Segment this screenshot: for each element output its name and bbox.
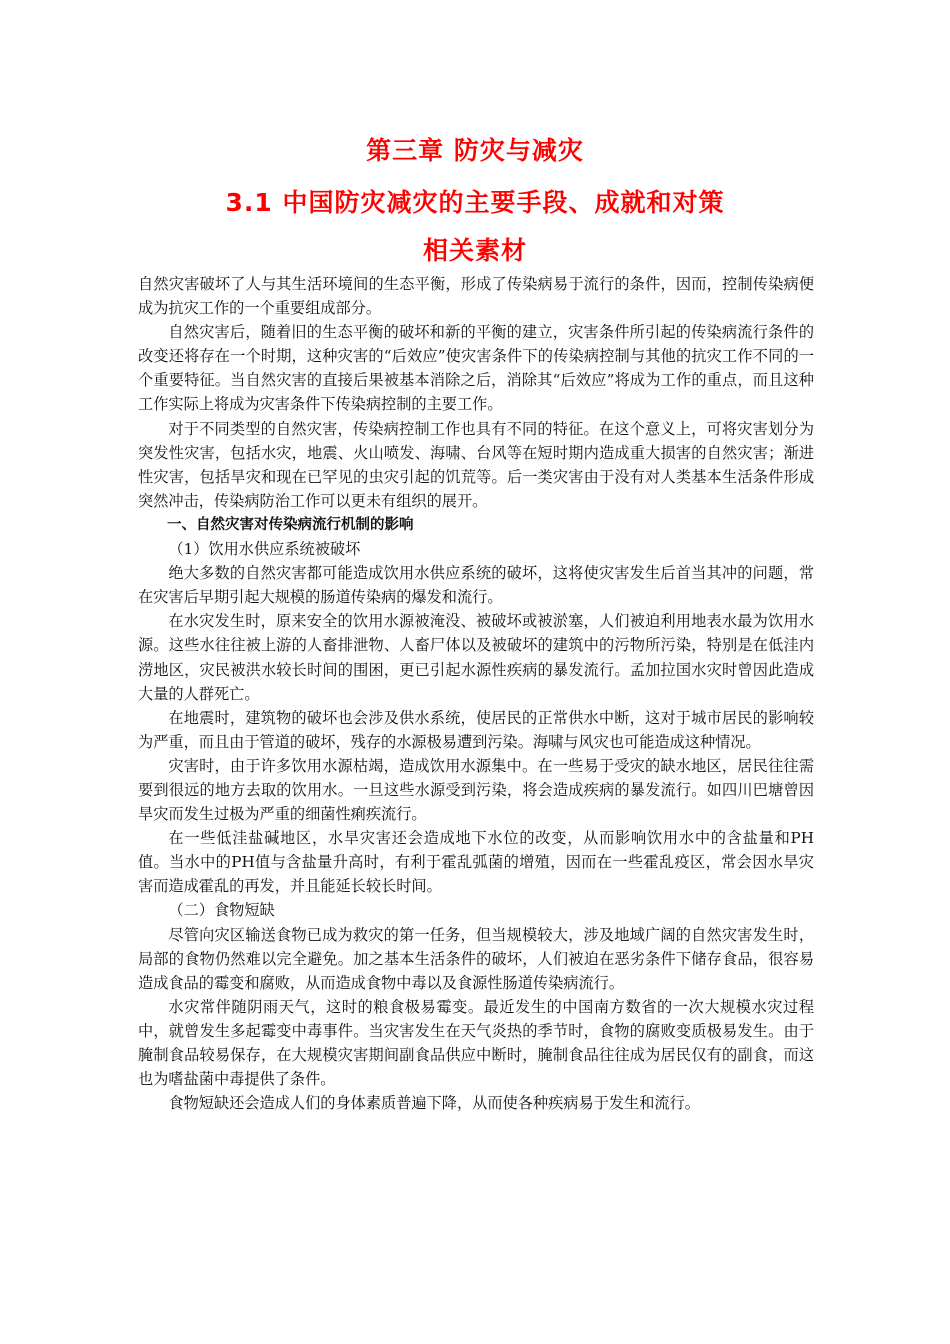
paragraph: 水灾常伴随阴雨天气，这时的粮食极易霉变。最近发生的中国南方数省的一次大规模水灾过程中，就曾发生多起霉变中毒事件。当灾害发生在天气炎热的季节时，食物的腐败变质极易发生。由于腌制食品较易保存，在大规模灾害期间副食品供应中断时，腌制食品往往成为居民仅有的副食，而这也为嗜盐菌中毒提供了条件。 <box>138 997 814 1089</box>
paragraph: 自然灾害后，随着旧的生态平衡的破坏和新的平衡的建立，灾害条件所引起的传染病流行条件的改变还将存在一个时期，这种灾害的“后效应”使灾害条件下的传染病控制与其他的抗灾工作不同的一个重要特征。当自然灾害的直接后果被基本消除之后，消除其“后效应”将成为工作的重点，而且这种工作实际上将成为灾害条件下传染病控制的主要工作。 <box>138 323 814 414</box>
subtitle: 相关素材 <box>422 236 527 265</box>
paragraph: 在水灾发生时，原来安全的饮用水源被淹没、被破坏或被淤塞，人们被迫利用地表水最为饮用水源。这些水往往被上游的人畜排泄物、人畜尸体以及被破坏的建筑中的污物所污染，特别是在低洼内涝地区，灾民被洪水较长时间的围困，更已引起水源性疾病的暴发流行。孟加拉国水灾时曾因此造成大量的人群死亡。 <box>138 612 814 703</box>
paragraph: 自然灾害破坏了人与其生活环境间的生态平衡，形成了传染病易于流行的条件，因而，控制传染病便成为抗灾工作的一个重要组成部分。 <box>138 275 814 318</box>
paragraph: 食物短缺还会造成人们的身体素质普遍下降，从而使各种疾病易于发生和流行。 <box>168 1094 700 1113</box>
paragraph: 尽管向灾区输送食物已成为救灾的第一任务，但当规模较大，涉及地域广阔的自然灾害发生时，局部的食物仍然难以完全避免。加之基本生活条件的破坏，人们被迫在恶劣条件下储存食品，很容易造成食品的霉变和腐败，从而造成食物中毒以及食源性肠道传染病流行。 <box>138 925 814 992</box>
paragraph: 在一些低洼盐碱地区，水旱灾害还会造成地下水位的改变，从而影响饮用水中的含盐量和PH值。当水中的PH值与含盐量升高时，有利于霍乱弧菌的增殖，因而在一些霍乱疫区，常会因水旱灾害而造成霍乱的再发，并且能延长较长时间。 <box>138 829 814 896</box>
paragraph: 绝大多数的自然灾害都可能造成饮用水供应系统的破坏，这将使灾害发生后首当其冲的问题，常在灾害后早期引起大规模的肠道传染病的爆发和流行。 <box>138 564 814 607</box>
section-title: 3.1 中国防灾减灾的主要手段、成就和对策 <box>225 188 725 217</box>
subsection-heading: （二）食物短缺 <box>168 901 275 920</box>
paragraph: 在地震时，建筑物的破坏也会涉及供水系统，使居民的正常供水中断，这对于城市居民的影响较为严重，而且由于管道的破坏，残存的水源极易遭到污染。海啸与风灾也可能造成这种情况。 <box>138 708 814 751</box>
chapter-title: 第三章 防灾与减灾 <box>366 136 584 165</box>
section-heading: 一、自然灾害对传染病流行机制的影响 <box>167 516 414 533</box>
document-body <box>138 272 814 1115</box>
paragraph: 灾害时，由于许多饮用水源枯竭，造成饮用水源集中。在一些易于受灾的缺水地区，居民往往需要到很远的地方去取的饮用水。一旦这些水源受到污染，将会造成疾病的暴发流行。如四川巴塘曾因旱灾而发生过极为严重的细菌性痢疾流行。 <box>138 756 814 824</box>
paragraph: 对于不同类型的自然灾害，传染病控制工作也具有不同的特征。在这个意义上，可将灾害划分为突发性灾害，包括水灾，地震、火山喷发、海啸、台风等在短时期内造成重大损害的自然灾害；渐进性灾害，包括旱灾和现在已罕见的虫灾引起的饥荒等。后一类灾害由于没有对人类基本生活条件形成突然冲击，传染病防治工作可以更未有组织的展开。 <box>138 419 814 510</box>
subsection-heading: （1）饮用水供应系统被破坏 <box>168 540 361 559</box>
